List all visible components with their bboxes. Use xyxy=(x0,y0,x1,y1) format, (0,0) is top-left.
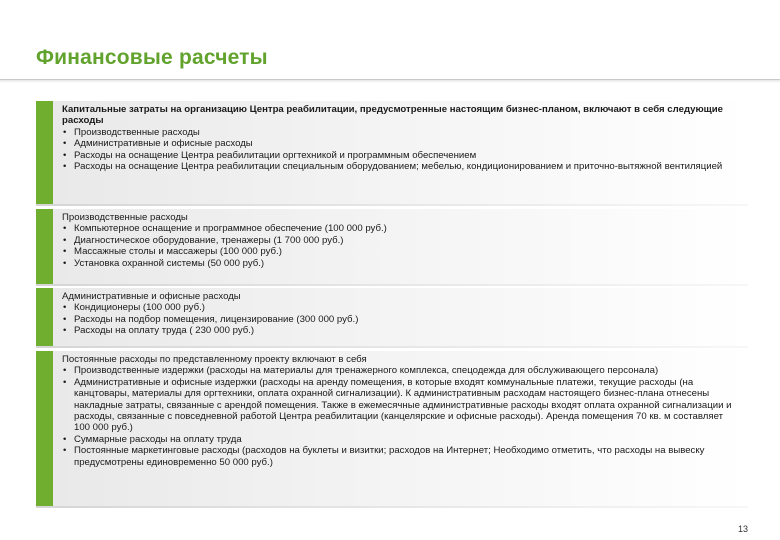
list-item xyxy=(62,314,738,325)
page-title: Финансовые расчеты xyxy=(36,46,268,69)
list-item-text: Диагностическое оборудование, тренажеры (1 700 000 руб.) xyxy=(74,234,344,246)
title-divider-shadow xyxy=(0,80,780,83)
fixed-costs-section xyxy=(36,351,748,506)
bullet-icon: • xyxy=(63,223,67,235)
section-heading: Постоянные расходы по представленному проекту включают в себя xyxy=(62,354,367,365)
section-heading: Производственные расходы xyxy=(62,212,188,223)
list-item-text: Расходы на оплату труда ( 230 000 руб.) xyxy=(74,325,255,337)
bullet-icon: • xyxy=(63,445,67,457)
capital-costs-section xyxy=(36,101,748,204)
bullet-icon: • xyxy=(63,313,67,325)
production-costs-section xyxy=(36,209,748,284)
list-item xyxy=(62,302,738,313)
list-item xyxy=(62,434,738,445)
section-heading: Административные и офисные расходы xyxy=(62,291,241,302)
bullet-icon: • xyxy=(63,302,67,314)
list-item xyxy=(62,127,738,138)
section-list xyxy=(62,302,738,336)
list-item-text: Расходы на подбор помещения, лицензирование (300 000 руб.) xyxy=(74,313,359,325)
bullet-icon: • xyxy=(63,257,67,269)
list-item-text: Установка охранной системы (50 000 руб.) xyxy=(74,257,265,269)
bullet-icon: • xyxy=(63,376,67,388)
list-item xyxy=(62,161,738,172)
list-item-text: Административные и офисные издержки (расходы на аренду помещения, в которые входят коммунальные платежи, текущие расходы (на канцтовары, материалы для оргтехники, оплата охранной сигнализации). К административным расходам настоящего бизнес-плана отнесены накладные затраты, связанные с арендой помещения. Также в ежемесячные административные расходы входят оплата охранной сигнализации и расходы, связанные с повседневной работой Центра реабилитации (канцелярские и офисные расходы). Аренда помещения 70 кв. м составляет 100 000 руб.) xyxy=(74,376,732,434)
list-item xyxy=(62,138,738,149)
admin-costs-section xyxy=(36,288,748,346)
bullet-icon: • xyxy=(63,246,67,258)
list-item xyxy=(62,377,738,434)
list-item-text: Расходы на оснащение Центра реабилитации оргтехникой и программным обеспечением xyxy=(74,149,477,161)
page-number: 13 xyxy=(737,524,748,534)
list-item xyxy=(62,246,738,257)
list-item xyxy=(62,365,738,376)
bullet-icon: • xyxy=(63,365,67,377)
bullet-icon: • xyxy=(63,138,67,150)
list-item-text: Постоянные маркетинговые расходы (расходов на буклеты и визитки; расходов на Интернет; Необходимо отметить, что расходы на вывеску предусмотрены единовременно 50 000 руб.) xyxy=(74,445,705,468)
list-item-text: Массажные столы и массажеры (100 000 руб.) xyxy=(74,246,282,258)
list-item xyxy=(62,325,738,336)
list-item-text: Производственные издержки (расходы на материалы для тренажерного комплекса, спецодежда для обслуживающего персонала) xyxy=(74,365,659,377)
section-heading: Капитальные затраты на организацию Центра реабилитации, предусмотренные настоящим бизнес-планом, включают в себя следующие расходы xyxy=(62,104,724,127)
bullet-icon: • xyxy=(63,325,67,337)
list-item-text: Компьютерное оснащение и программное обеспечение (100 000 руб.) xyxy=(74,223,387,235)
list-item xyxy=(62,150,738,161)
list-item xyxy=(62,223,738,234)
list-item-text: Расходы на оснащение Центра реабилитации специальным оборудованием; мебелью, кондиционированием и приточно-вытяжной вентиляцией xyxy=(74,161,723,173)
list-item xyxy=(62,445,738,468)
list-item xyxy=(62,235,738,246)
bullet-icon: • xyxy=(63,149,67,161)
list-item-text: Производственные расходы xyxy=(74,126,200,138)
section-list xyxy=(62,127,738,173)
section-list xyxy=(62,223,738,269)
bullet-icon: • xyxy=(63,126,67,138)
bullet-icon: • xyxy=(63,234,67,246)
list-item-text: Административные и офисные расходы xyxy=(74,138,253,150)
bullet-icon: • xyxy=(63,161,67,173)
section-list xyxy=(62,365,738,468)
list-item xyxy=(62,258,738,269)
bullet-icon: • xyxy=(63,433,67,445)
list-item-text: Кондиционеры (100 000 руб.) xyxy=(74,302,205,314)
list-item-text: Суммарные расходы на оплату труда xyxy=(74,433,242,445)
